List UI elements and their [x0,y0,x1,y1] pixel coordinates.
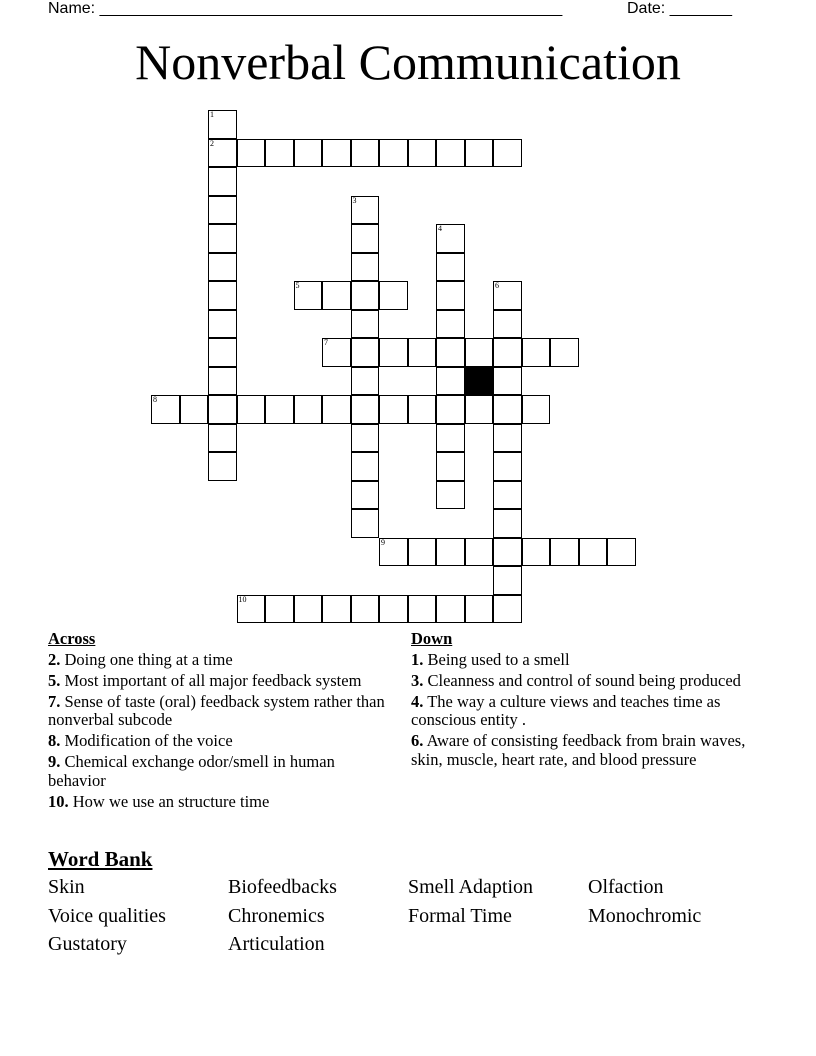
grid-cell[interactable] [408,395,437,424]
word-bank-item: Gustatory [48,933,127,955]
clue-number: 7 [324,338,328,347]
word-bank-item: Monochromic [588,905,702,927]
grid-cell[interactable] [465,139,494,168]
clue-number: 2. [48,649,61,669]
across-clue-list [48,651,388,812]
grid-cell[interactable] [351,595,380,624]
word-bank-item: Articulation [228,933,325,955]
clue-text: Doing one thing at a time [60,649,233,669]
grid-cell[interactable] [493,395,522,424]
clue-text: Cleanness and control of sound being produced [423,670,741,690]
grid-cell[interactable] [436,367,465,396]
across-clue [48,732,388,751]
grid-cell[interactable] [493,452,522,481]
clue-number: 3 [352,195,357,205]
grid-cell[interactable] [550,338,579,367]
clue-number: 4. [411,691,424,711]
grid-cell[interactable] [493,595,522,624]
grid-cell[interactable] [208,367,237,396]
down-clues [411,630,751,772]
grid-cell[interactable] [522,538,551,567]
grid-cell[interactable] [294,595,323,624]
across-clue [48,672,388,691]
grid-cell[interactable] [351,481,380,510]
clue-number: 1. [411,649,424,669]
down-clue-list [411,651,751,770]
grid-cell[interactable] [408,139,437,168]
grid-cell[interactable] [408,338,437,367]
word-bank-item: Chronemics [228,905,325,927]
word-bank-item: Smell Adaption [408,876,533,898]
name-line[interactable]: ____________________________________________________ [99,0,563,17]
grid-cell[interactable] [436,481,465,510]
down-heading: Down [411,629,453,648]
grid-cell[interactable] [180,395,209,424]
across-clue [48,693,388,730]
grid-cell[interactable] [351,338,380,367]
grid-cell[interactable] [208,395,237,424]
grid-cell[interactable] [322,595,351,624]
date-label: Date: [627,0,670,17]
grid-cell[interactable] [550,538,579,567]
word-bank-item: Formal Time [408,905,512,927]
clue-number: 10. [48,791,69,811]
across-clue [48,651,388,670]
down-clue [411,651,751,670]
grid-cell[interactable] [265,595,294,624]
clue-text: Aware of consisting feedback from brain waves, skin, muscle, heart rate, and blood pressure [411,731,746,769]
grid-cell[interactable] [436,538,465,567]
clue-number: 8. [48,731,61,750]
grid-cell[interactable] [379,281,408,310]
grid-cell[interactable] [208,253,237,282]
grid-cell[interactable] [208,310,237,339]
grid-cell[interactable] [379,538,408,567]
grid-cell[interactable] [493,139,522,168]
clue-number: 5 [295,281,300,290]
clue-text: The way a culture views and teaches time as conscious entity . [411,691,721,729]
grid-cell[interactable] [493,509,522,538]
grid-cell[interactable] [465,538,494,567]
clue-number: 8 [153,395,157,404]
grid-cell[interactable] [351,367,380,396]
grid-cell[interactable] [493,338,522,367]
grid-cell[interactable] [351,139,380,168]
down-clue [411,672,751,691]
grid-cell[interactable] [436,253,465,282]
clue-number: 6. [411,731,424,750]
grid-cell[interactable] [208,224,237,253]
grid-cell[interactable] [436,281,465,310]
clue-text: Most important of all major feedback system [60,670,362,690]
black-square [465,367,494,396]
grid-cell[interactable] [465,595,494,624]
grid-cell[interactable] [493,367,522,396]
down-clue [411,732,751,769]
grid-cell[interactable] [208,424,237,453]
grid-cell[interactable] [379,395,408,424]
clue-text: How we use an structure time [68,791,270,811]
grid-cell[interactable] [265,395,294,424]
word-bank-item: Biofeedbacks [228,876,337,898]
grid-cell[interactable] [351,196,380,225]
word-bank-item: Olfaction [588,876,664,898]
grid-cell[interactable] [379,338,408,367]
grid-cell[interactable] [237,395,266,424]
word-bank-item: Voice qualities [48,905,166,927]
word-bank-item: Skin [48,876,85,898]
grid-cell[interactable] [351,424,380,453]
word-bank-heading: Word Bank [48,847,153,871]
clue-number: 3. [411,670,424,690]
clue-number: 9 [381,537,385,547]
grid-cell[interactable] [408,595,437,624]
grid-cell[interactable] [351,253,380,282]
clue-number: 4 [438,224,442,233]
date-line[interactable]: _______ [669,0,732,17]
grid-cell[interactable] [351,224,380,253]
clue-text: Modification of the voice [60,731,233,750]
grid-cell[interactable] [351,310,380,339]
grid-cell[interactable] [294,395,323,424]
grid-cell[interactable] [579,538,608,567]
grid-cell[interactable] [351,509,380,538]
grid-cell[interactable] [322,281,351,310]
grid-cell[interactable] [408,538,437,567]
across-heading: Across [48,629,96,648]
clue-number: 2 [210,138,214,148]
grid-cell[interactable] [522,338,551,367]
grid-cell[interactable] [208,196,237,225]
grid-cell[interactable] [436,338,465,367]
grid-cell[interactable] [436,395,465,424]
clue-number: 6 [495,281,499,290]
grid-cell[interactable] [379,139,408,168]
across-clues [48,630,388,814]
grid-cell[interactable] [294,139,323,168]
grid-cell[interactable] [436,595,465,624]
grid-cell[interactable] [351,281,380,310]
grid-cell[interactable] [265,139,294,168]
across-clue [48,793,388,812]
grid-cell[interactable] [208,452,237,481]
grid-cell[interactable] [522,395,551,424]
clue-number: 5. [48,670,61,690]
grid-cell[interactable] [208,167,237,196]
grid-cell[interactable] [379,595,408,624]
grid-cell[interactable] [237,139,266,168]
grid-cell[interactable] [607,538,636,567]
clue-text: Being used to a smell [423,649,570,669]
down-clue [411,693,751,730]
puzzle-title: Nonverbal Communication [135,34,681,90]
grid-cell[interactable] [493,566,522,595]
clue-number: 7. [48,691,61,711]
grid-cell[interactable] [493,281,522,310]
clue-number: 10 [238,594,247,604]
grid-cell[interactable] [294,281,323,310]
grid-cell[interactable] [351,395,380,424]
grid-cell[interactable] [436,424,465,453]
grid-cell[interactable] [493,481,522,510]
grid-cell[interactable] [493,538,522,567]
name-label: Name: [48,0,100,17]
grid-cell[interactable] [465,395,494,424]
grid-cell[interactable] [493,310,522,339]
grid-cell[interactable] [436,224,465,253]
clue-text: Chemical exchange odor/smell in human behavior [48,752,335,790]
clue-text: Sense of taste (oral) feedback system rather than nonverbal subcode [48,691,385,729]
grid-cell[interactable] [493,424,522,453]
grid-cell[interactable] [465,338,494,367]
grid-cell[interactable] [436,310,465,339]
across-clue [48,753,388,790]
grid-cell[interactable] [208,139,237,168]
grid-cell[interactable] [322,395,351,424]
grid-cell[interactable] [237,595,266,624]
grid-cell[interactable] [322,338,351,367]
grid-cell[interactable] [151,395,180,424]
grid-cell[interactable] [208,110,237,139]
grid-cell[interactable] [208,338,237,367]
clue-number: 1 [210,110,214,119]
grid-cell[interactable] [208,281,237,310]
grid-cell[interactable] [322,139,351,168]
grid-cell[interactable] [436,452,465,481]
clue-number: 9. [48,752,61,771]
grid-cell[interactable] [436,139,465,168]
grid-cell[interactable] [351,452,380,481]
